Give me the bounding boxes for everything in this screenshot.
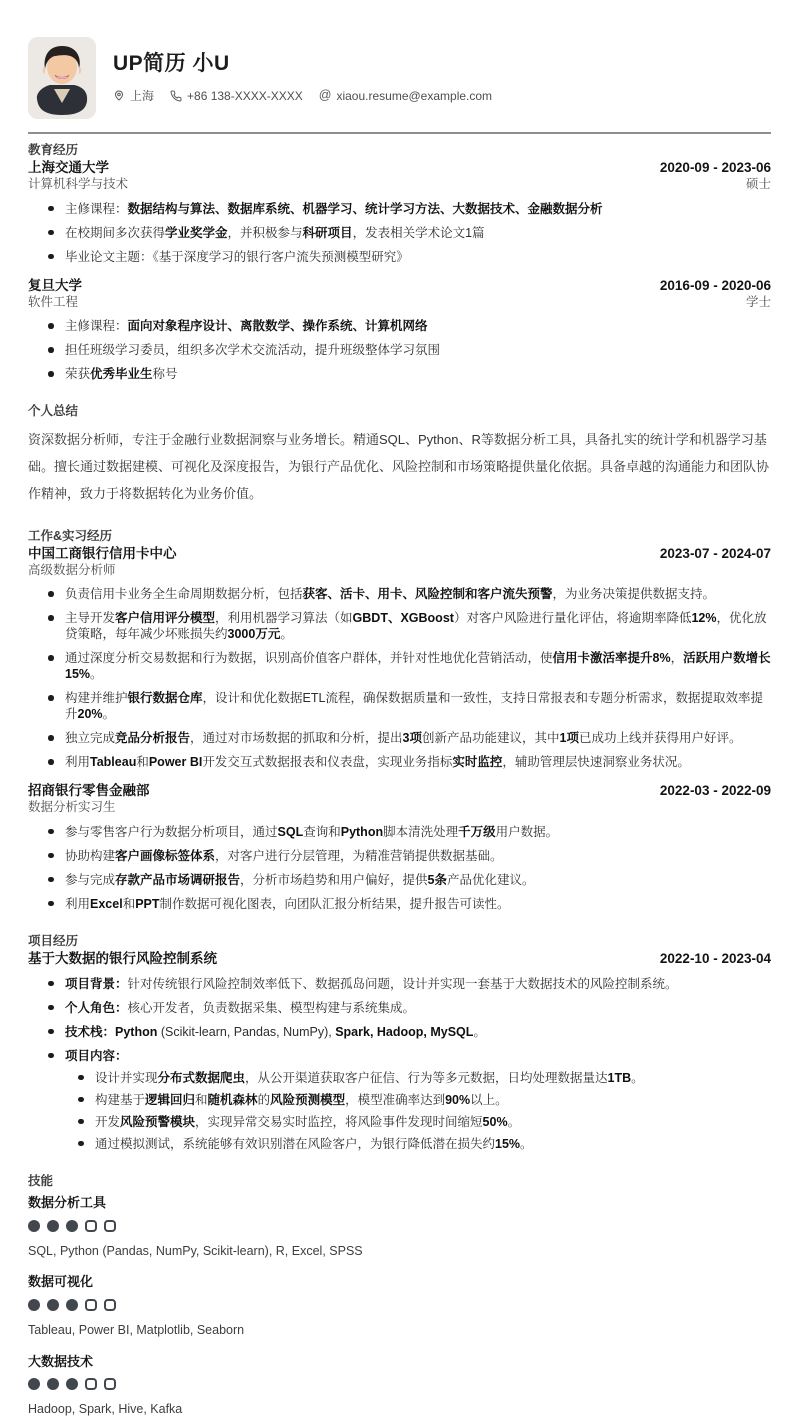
section-title: 工作&实习经历 <box>28 528 113 543</box>
skill-dot-empty <box>104 1378 116 1390</box>
bold-text: SQL <box>277 824 304 839</box>
skill-group-name: 数据分析工具 <box>28 1195 107 1211</box>
resume-entry <box>28 951 771 1152</box>
bullet-item <box>28 1000 771 1016</box>
text: 在校期间多次获得 <box>65 225 166 240</box>
text: 主导开发 <box>65 611 116 626</box>
text: 已成功上线并获得用户好评。 <box>578 731 742 746</box>
text: 和 <box>195 1092 208 1107</box>
bold-text: 银行数据仓库 <box>127 691 203 706</box>
skill-dot-filled <box>47 1378 59 1390</box>
sub-bullet-list <box>65 1070 771 1152</box>
bullet-item <box>28 848 771 864</box>
degree: 学士 <box>745 294 771 309</box>
bold-text: 20% <box>77 707 103 722</box>
bold-text: 科研项目 <box>302 225 353 240</box>
bold-text: Python <box>340 824 384 839</box>
bullet-item <box>28 1048 771 1152</box>
org-name: 招商银行零售金融部 <box>28 783 150 799</box>
bullet-item <box>28 366 771 382</box>
skill-group-name: 数据可视化 <box>28 1274 94 1290</box>
header-text-block <box>113 37 492 104</box>
phone-text: +86 138-XXXX-XXXX <box>187 88 303 103</box>
bullet-item <box>28 225 771 241</box>
skill-dot-empty <box>85 1378 97 1390</box>
text: 负责信用卡业务全生命周期数据分析，包括 <box>65 587 303 602</box>
bold-text: 3000万元 <box>227 627 281 642</box>
bold-text: 项目内容： <box>65 1048 128 1063</box>
bullet-item <box>65 1136 771 1152</box>
skill-level-dots <box>28 1378 771 1390</box>
section-skills <box>28 1173 771 1418</box>
bullet-item <box>28 650 771 682</box>
text: ，模型准确率达到 <box>345 1092 446 1107</box>
section-title: 教育经历 <box>28 143 79 157</box>
summary-text: 资深数据分析师，专注于金融行业数据洞察与业务增长。精通SQL、Python、R等数据分析工具，具备扎实的统计学和机器学习基础。擅长通过数据建模、可视化及深度报告，为银行产品优化、风险控制和市场策略提供量化依据。具备卓越的沟通能力和团队协作精神，致力于将数据转化为业务价值。 <box>28 431 770 501</box>
contact-location <box>113 87 154 104</box>
bold-text: 15% <box>495 1136 521 1151</box>
text: 构建基于 <box>95 1092 146 1107</box>
bold-text: 竞品分析报告 <box>115 731 191 746</box>
skill-level-dots <box>28 1220 771 1232</box>
bold-text: 存款产品市场调研报告 <box>115 872 241 887</box>
text: 毕业论文主题：《基于深度学习的银行客户流失预测模型研究》 <box>65 249 409 264</box>
skill-dot-filled <box>66 1378 78 1390</box>
text: 独立完成 <box>65 731 116 746</box>
skill-dot-filled <box>66 1220 78 1232</box>
resume-entry <box>28 278 771 383</box>
text: 开发 <box>95 1114 121 1129</box>
bullet-list <box>28 586 771 770</box>
candidate-name: UP简历 小U <box>113 52 230 75</box>
bullet-list <box>28 824 771 912</box>
section-title: 项目经历 <box>28 933 79 948</box>
entry-header-row <box>28 278 771 295</box>
location-pin-icon <box>113 89 125 102</box>
contact-row <box>113 87 492 104</box>
text: 构建并维护 <box>65 691 128 706</box>
text: ，设计和优化数据ETL流程，确保数据质量和一致性，支持日常报表和专题分析需求，数据提取效率提升 <box>65 691 763 722</box>
text: 。 <box>631 1070 644 1085</box>
text: ，通过对市场数据的抓取和分析，提出 <box>190 731 403 746</box>
bold-text: 风险预测模型 <box>270 1092 346 1107</box>
text: 用户数据。 <box>495 824 559 839</box>
skill-items: Tableau, Power BI, Matplotlib, Seaborn <box>28 1323 245 1338</box>
degree: 硕士 <box>745 177 771 192</box>
bullet-item <box>28 872 771 888</box>
bold-text: 逻辑回归 <box>145 1092 196 1107</box>
bullet-item <box>28 1024 771 1040</box>
education-entries <box>28 160 771 382</box>
text: 查询和 <box>303 824 341 839</box>
contact-email <box>319 89 492 103</box>
bullet-item <box>65 1070 771 1086</box>
bullet-item <box>28 824 771 840</box>
avatar-portrait <box>28 37 96 119</box>
role-or-major: 软件工程 <box>28 294 79 309</box>
text: 协助构建 <box>65 848 116 863</box>
bullet-item <box>28 201 771 217</box>
bold-text: 5条 <box>427 872 447 887</box>
text: 和 <box>122 896 136 911</box>
bold-text: 随机森林 <box>207 1092 258 1107</box>
text: 通过深度分析交易数据和行为数据，识别高价值客户群体，并针对性地优化营销活动，使 <box>65 651 553 666</box>
text: 开发交互式数据报表和仪表盘，实现业务指标 <box>202 755 453 770</box>
skill-dot-filled <box>28 1220 40 1232</box>
bold-text: 面向对象程序设计、离散数学、操作系统、计算机网络 <box>127 319 428 334</box>
text: 的 <box>257 1092 271 1107</box>
text: ，实现异常交易实时监控，将风险事件发现时间缩短 <box>195 1114 483 1129</box>
location-text: 上海 <box>130 89 155 104</box>
skill-dot-empty <box>85 1220 97 1232</box>
section-education <box>28 142 771 382</box>
project-entries <box>28 951 771 1152</box>
entry-header-row <box>28 951 771 968</box>
skill-dot-filled <box>47 1299 59 1311</box>
skill-dot-filled <box>66 1299 78 1311</box>
skill-dot-filled <box>28 1299 40 1311</box>
skill-group <box>28 1354 771 1418</box>
text: 主修课程： <box>65 201 128 216</box>
text: ，利用机器学习算法（如 <box>215 611 353 626</box>
text: ，从公开渠道获取客户征信、行为等多元数据，日均处理数据量达 <box>245 1070 608 1085</box>
bullet-item <box>28 730 771 746</box>
bullet-item <box>65 1114 771 1130</box>
text: 利用 <box>65 896 91 911</box>
entry-header-row <box>28 160 771 177</box>
text: 针对传统银行风险控制效率低下、数据孤岛问题，设计并实现一套基于大数据技术的风险控制系统。 <box>127 976 678 991</box>
entry-subheader-row <box>28 177 771 193</box>
bullet-list <box>28 976 771 1152</box>
org-name: 上海交通大学 <box>28 160 109 176</box>
bold-text: 活跃用户数增长15% <box>65 651 771 682</box>
text: 。 <box>473 1024 486 1039</box>
text: 产品优化建议。 <box>447 872 535 887</box>
text: 。 <box>520 1136 533 1151</box>
skill-group <box>28 1195 771 1259</box>
phone-icon <box>170 90 182 102</box>
bold-text: Excel <box>90 896 123 911</box>
bullet-item <box>28 896 771 912</box>
resume-header <box>28 0 771 119</box>
role-or-major: 数据分析实习生 <box>28 800 116 815</box>
text: 和 <box>136 755 149 770</box>
skill-level-dots <box>28 1299 771 1311</box>
bold-text: 客户信用评分模型 <box>115 611 216 626</box>
text: ，发表相关学术论文1篇 <box>352 225 485 240</box>
skill-groups <box>28 1195 771 1417</box>
bullet-item <box>28 610 771 642</box>
entry-subheader-row <box>28 295 771 311</box>
date-range: 2022-03 - 2022-09 <box>659 783 771 799</box>
text: 。 <box>102 707 116 722</box>
resume-entry <box>28 546 771 771</box>
text: 主修课程： <box>65 319 128 334</box>
text: 参与零售客户行为数据分析项目，通过 <box>65 824 278 839</box>
skill-dot-filled <box>28 1378 40 1390</box>
bold-text: Power BI <box>148 755 203 770</box>
date-range: 2020-09 - 2023-06 <box>659 160 771 176</box>
bold-text: 客户画像标签体系 <box>115 848 216 863</box>
header-divider <box>28 132 771 134</box>
text: 。 <box>507 1114 521 1129</box>
bold-text: PPT <box>135 896 160 911</box>
bold-text: 90% <box>445 1092 471 1107</box>
skill-dot-empty <box>104 1220 116 1232</box>
email-text: xiaou.resume@example.com <box>336 88 493 103</box>
entry-subheader-row <box>28 800 771 816</box>
section-title: 个人总结 <box>28 404 79 419</box>
text: 荣获 <box>65 367 91 382</box>
entry-header-row <box>28 546 771 563</box>
skill-dot-filled <box>47 1220 59 1232</box>
role-or-major: 计算机科学与技术 <box>28 177 129 192</box>
text: ，分析市场趋势和用户偏好，提供 <box>240 872 428 887</box>
bullet-list <box>28 201 771 265</box>
date-range: 2023-07 - 2024-07 <box>659 545 771 561</box>
bold-text: 千万级 <box>458 824 496 839</box>
bold-text: 优秀毕业生 <box>90 367 153 382</box>
skill-dot-empty <box>104 1299 116 1311</box>
bullet-item <box>28 586 771 602</box>
text: 。 <box>280 627 293 642</box>
entry-subheader-row <box>28 563 771 579</box>
bullet-item <box>65 1092 771 1108</box>
contact-phone <box>170 89 303 103</box>
org-name: 复旦大学 <box>28 277 82 293</box>
text: ，对客户进行分层管理，为精准营销提供数据基础。 <box>215 848 503 863</box>
skill-group-name: 大数据技术 <box>28 1353 94 1369</box>
skill-items: SQL, Python (Pandas, NumPy, Scikit-learn), R, Excel, SPSS <box>28 1244 363 1259</box>
date-range: 2016-09 - 2020-06 <box>659 277 771 293</box>
org-name: 基于大数据的银行风险控制系统 <box>28 951 217 967</box>
section-projects <box>28 933 771 1152</box>
bold-text: 信用卡激活率提升8% <box>552 651 671 666</box>
text: ）对客户风险进行量化评估，将逾期率降低 <box>453 611 692 626</box>
bold-text: 分布式数据爬虫 <box>157 1070 246 1085</box>
bold-text: 3项 <box>402 731 422 746</box>
bold-text: 12% <box>691 611 717 626</box>
skill-items: Hadoop, Spark, Hive, Kafka <box>28 1402 183 1417</box>
entry-header-row <box>28 783 771 800</box>
date-range: 2022-10 - 2023-04 <box>659 951 771 967</box>
text: 设计并实现 <box>95 1070 158 1085</box>
text: 以上。 <box>470 1092 508 1107</box>
section-work-experience <box>28 528 771 912</box>
at-icon: @ <box>318 88 332 103</box>
bold-text: 数据结构与算法、数据库系统、机器学习、统计学习方法、大数据技术、金融数据分析 <box>127 201 603 216</box>
text: 制作数据可视化图表，向团队汇报分析结果，提升报告可读性。 <box>159 896 510 911</box>
text: ，并积极参与 <box>227 225 303 240</box>
text: 创新产品功能建议，其中 <box>422 731 560 746</box>
text: ， <box>670 651 684 666</box>
text: 参与完成 <box>65 872 116 887</box>
bullet-item <box>28 754 771 770</box>
skill-group <box>28 1274 771 1338</box>
bold-text: Tableau <box>90 755 137 770</box>
work-entries <box>28 546 771 912</box>
text: 利用 <box>65 755 91 770</box>
text: (Scikit-learn, Pandas, NumPy), <box>157 1024 336 1039</box>
bold-text: 个人角色： <box>65 1000 128 1015</box>
bullet-item <box>28 249 771 265</box>
bold-text: GBDT、XGBoost <box>352 611 454 626</box>
bold-text: 50% <box>482 1114 508 1129</box>
text: 。 <box>90 667 103 682</box>
bullet-list <box>28 318 771 382</box>
bold-text: Spark, Hadoop, MySQL <box>335 1024 474 1039</box>
text: ，为业务决策提供数据支持。 <box>552 587 716 602</box>
bold-text: 项目背景： <box>65 976 128 991</box>
text: ，优化放贷策略，每年减少坏账损失约 <box>65 611 767 642</box>
bold-text: 实时监控 <box>452 755 503 770</box>
bullet-item <box>28 976 771 992</box>
skill-dot-empty <box>85 1299 97 1311</box>
bold-text: 1TB <box>607 1070 632 1085</box>
avatar <box>28 37 96 119</box>
text: 核心开发者，负责数据采集、模型构建与系统集成。 <box>127 1000 416 1015</box>
resume-entry <box>28 783 771 912</box>
bold-text: 获客、活卡、用卡、风险控制和客户流失预警 <box>302 587 553 602</box>
bullet-item <box>28 318 771 334</box>
bold-text: 学业奖学金 <box>165 225 228 240</box>
bold-text: 1项 <box>559 731 579 746</box>
text: ，辅助管理层快速洞察业务状况。 <box>502 755 690 770</box>
bullet-item <box>28 690 771 722</box>
role-or-major: 高级数据分析师 <box>28 562 116 577</box>
text: 脚本清洗处理 <box>383 824 459 839</box>
text: 称号 <box>152 367 178 382</box>
resume-entry <box>28 160 771 265</box>
org-name: 中国工商银行信用卡中心 <box>28 545 177 561</box>
text: 通过模拟测试，系统能够有效识别潜在风险客户，为银行降低潜在损失约 <box>95 1136 496 1151</box>
bold-text: 技术栈：Python <box>65 1024 158 1039</box>
section-title: 技能 <box>28 1173 54 1188</box>
bold-text: 风险预警模块 <box>120 1114 196 1129</box>
text: 担任班级学习委员，组织多次学术交流活动，提升班级整体学习氛围 <box>65 343 441 358</box>
section-summary <box>28 403 771 506</box>
bullet-item <box>28 342 771 358</box>
